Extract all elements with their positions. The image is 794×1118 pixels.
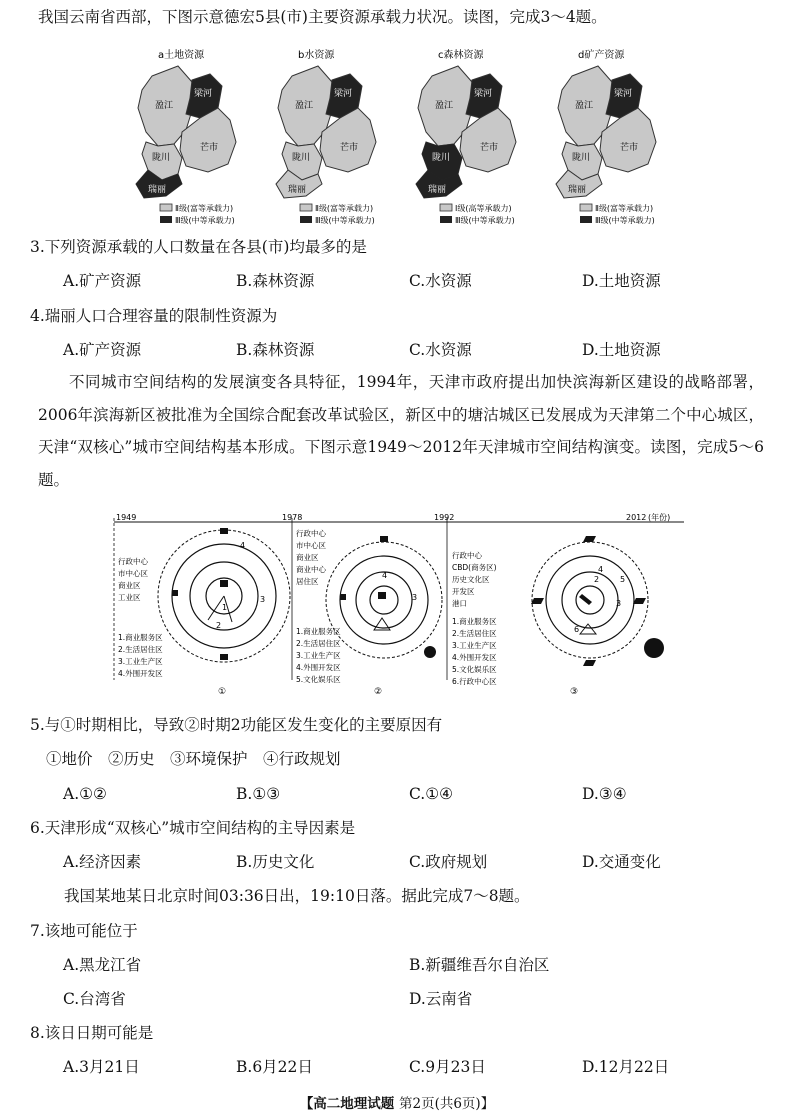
svg-text:梁河: 梁河: [194, 89, 213, 99]
svg-text:1.商业服务区: 1.商业服务区: [452, 617, 497, 626]
svg-text:4: 4: [598, 565, 604, 574]
page-footer: [0, 1092, 794, 1112]
question-3-stem: 3.下列资源承载的人口数量在各县(市)均最多的是: [30, 238, 367, 256]
q8-option-d[interactable]: D.12月22日: [582, 1058, 670, 1076]
period-2-diagram: [296, 528, 442, 697]
question-4-stem: 4.瑞丽人口合理容量的限制性资源为: [30, 307, 278, 325]
svg-text:(年份): (年份): [648, 513, 671, 522]
svg-text:盈江: 盈江: [155, 101, 174, 111]
svg-text:芒市: 芒市: [480, 143, 499, 153]
svg-text:1.商业服务区: 1.商业服务区: [296, 627, 341, 636]
svg-text:Ⅲ级(中等承载力): Ⅲ级(中等承载力): [455, 216, 515, 225]
svg-text:5.文化娱乐区: 5.文化娱乐区: [296, 675, 341, 684]
svg-text:6: 6: [574, 625, 580, 634]
intro-q5-6: 不同城市空间结构的发展演变各具特征，1994年，天津市政府提出加快滨海新区建设的战略部署，2006年滨海新区被批准为全国综合配套改革试验区，新区中的塘沽城区已发展成为天津第二个中心城区，天津“双核心”城市空间结构基本形成。下图示意1949～2012年天津城市空间结构演变。读图，完成5～6题。: [38, 373, 764, 489]
svg-text:1949: 1949: [116, 513, 137, 522]
svg-text:2.生活居住区: 2.生活居住区: [296, 639, 341, 648]
svg-text:3.工业生产区: 3.工业生产区: [118, 657, 163, 666]
svg-text:3.工业生产区: 3.工业生产区: [452, 641, 497, 650]
question-6-stem: 6.天津形成“双核心”城市空间结构的主导因素是: [30, 819, 356, 837]
svg-text:行政中心: 行政中心: [118, 557, 148, 566]
svg-text:2: 2: [216, 621, 222, 630]
svg-text:①: ①: [218, 687, 227, 697]
question-5-factors: ①地价 ②历史 ③环境保护 ④行政规划: [46, 750, 341, 768]
svg-text:开发区: 开发区: [452, 587, 475, 596]
svg-text:瑞丽: 瑞丽: [148, 185, 167, 195]
svg-text:4: 4: [382, 571, 388, 580]
svg-text:商业中心: 商业中心: [296, 565, 326, 574]
svg-text:1.商业服务区: 1.商业服务区: [118, 633, 163, 642]
question-7-stem: 7.该地可能位于: [30, 922, 138, 940]
q4-option-a[interactable]: A.矿产资源: [63, 341, 142, 359]
q5-option-d[interactable]: D.③④: [582, 785, 627, 803]
intro-q3-4: 我国云南省西部，下图示意德宏5县(市)主要资源承载力状况。读图，完成3～4题。: [38, 8, 607, 26]
svg-text:2012: 2012: [626, 513, 647, 522]
q7-option-c[interactable]: C.台湾省: [63, 990, 126, 1008]
svg-text:1978: 1978: [282, 513, 303, 522]
svg-text:6.行政中心区: 6.行政中心区: [452, 677, 497, 686]
q5-option-a[interactable]: A.①②: [63, 785, 107, 803]
svg-text:陇川: 陇川: [432, 153, 451, 163]
svg-text:2.生活居住区: 2.生活居住区: [118, 645, 163, 654]
svg-text:盈江: 盈江: [575, 101, 594, 111]
question-8-stem: 8.该日日期可能是: [30, 1024, 154, 1042]
svg-text:梁河: 梁河: [474, 89, 493, 99]
q3-option-c[interactable]: C.水资源: [409, 272, 472, 290]
svg-text:3: 3: [616, 599, 622, 608]
svg-text:梁河: 梁河: [334, 89, 353, 99]
svg-text:2: 2: [594, 575, 600, 584]
map-panel-b: [276, 48, 376, 225]
svg-text:工业区: 工业区: [118, 593, 141, 602]
svg-text:市中心区: 市中心区: [296, 541, 326, 550]
q4-option-b[interactable]: B.森林资源: [236, 341, 315, 359]
svg-text:盈江: 盈江: [435, 101, 454, 111]
svg-text:Ⅲ级(中等承载力): Ⅲ级(中等承载力): [595, 216, 655, 225]
svg-text:3.工业生产区: 3.工业生产区: [296, 651, 341, 660]
q7-option-b[interactable]: B.新疆维吾尔自治区: [409, 956, 550, 974]
svg-text:1: 1: [222, 603, 228, 612]
svg-text:行政中心: 行政中心: [452, 551, 482, 560]
q3-option-a[interactable]: A.矿产资源: [63, 272, 142, 290]
svg-text:Ⅱ级(富等承载力): Ⅱ级(富等承载力): [175, 204, 234, 213]
footer-page: 第2页(共6页)】: [398, 1096, 495, 1112]
intro-q7-8: 我国某地某日北京时间03:36日出，19:10日落。据此完成7～8题。: [64, 887, 530, 905]
q8-option-a[interactable]: A.3月21日: [63, 1058, 140, 1076]
svg-text:陇川: 陇川: [292, 153, 311, 163]
svg-text:②: ②: [374, 687, 383, 697]
svg-text:瑞丽: 瑞丽: [568, 185, 587, 195]
map-panel-a: [136, 48, 236, 225]
svg-text:③: ③: [570, 687, 579, 697]
map-panel-c: [416, 48, 516, 225]
q8-option-b[interactable]: B.6月22日: [236, 1058, 313, 1076]
svg-text:5.文化娱乐区: 5.文化娱乐区: [452, 665, 497, 674]
footer-title: 【高二地理试题: [299, 1096, 395, 1112]
svg-text:4.外围开发区: 4.外围开发区: [296, 663, 341, 672]
svg-text:居住区: 居住区: [296, 577, 319, 586]
svg-text:陇川: 陇川: [572, 153, 591, 163]
svg-text:4: 4: [240, 541, 246, 550]
svg-text:Ⅱ级(富等承载力): Ⅱ级(富等承载力): [595, 204, 654, 213]
svg-text:Ⅱ级(富等承载力): Ⅱ级(富等承载力): [315, 204, 374, 213]
q5-option-b[interactable]: B.①③: [236, 785, 281, 803]
svg-text:瑞丽: 瑞丽: [288, 185, 307, 195]
map-panel-c-title: c森林资源: [438, 50, 484, 61]
svg-text:芒市: 芒市: [340, 143, 359, 153]
q7-option-d[interactable]: D.云南省: [409, 990, 473, 1008]
q6-option-d[interactable]: D.交通变化: [582, 853, 661, 871]
svg-text:梁河: 梁河: [614, 89, 633, 99]
svg-text:芒市: 芒市: [200, 143, 219, 153]
svg-text:陇川: 陇川: [152, 153, 171, 163]
q6-option-c[interactable]: C.政府规划: [409, 853, 488, 871]
svg-text:市中心区: 市中心区: [118, 569, 148, 578]
q3-option-b[interactable]: B.森林资源: [236, 272, 315, 290]
q4-option-d[interactable]: D.土地资源: [582, 341, 661, 359]
map-panel-d-title: d矿产资源: [578, 50, 625, 61]
map-panel-d: [556, 48, 656, 225]
svg-text:5: 5: [620, 575, 626, 584]
svg-text:2.生活居住区: 2.生活居住区: [452, 629, 497, 638]
svg-text:盈江: 盈江: [295, 101, 314, 111]
map-panel-a-title: a土地资源: [158, 50, 205, 61]
svg-text:商业区: 商业区: [118, 581, 141, 590]
svg-text:行政中心: 行政中心: [296, 529, 326, 538]
svg-text:Ⅲ级(中等承载力): Ⅲ级(中等承载力): [175, 216, 235, 225]
tianjin-structure-figure: [112, 512, 692, 702]
question-5-stem: 5.与①时期相比，导致②时期2功能区发生变化的主要原因有: [30, 716, 443, 734]
svg-text:港口: 港口: [452, 599, 467, 608]
svg-text:芒市: 芒市: [620, 143, 639, 153]
q6-option-a[interactable]: A.经济因素: [63, 853, 142, 871]
svg-text:历史文化区: 历史文化区: [452, 575, 490, 584]
map-panel-b-title: b水资源: [298, 50, 335, 61]
svg-text:4.外围开发区: 4.外围开发区: [452, 653, 497, 662]
svg-text:商业区: 商业区: [296, 553, 319, 562]
q3-option-d[interactable]: D.土地资源: [582, 272, 661, 290]
period-3-diagram: [452, 536, 664, 697]
resource-map-figure: [130, 46, 670, 234]
svg-text:Ⅰ级(高等承载力): Ⅰ级(高等承载力): [455, 204, 512, 213]
q4-option-c[interactable]: C.水资源: [409, 341, 472, 359]
svg-text:3: 3: [260, 595, 266, 604]
svg-text:3: 3: [412, 593, 418, 602]
svg-text:瑞丽: 瑞丽: [428, 185, 447, 195]
svg-text:1992: 1992: [434, 513, 455, 522]
period-1-diagram: [118, 528, 290, 697]
svg-text:4.外围开发区: 4.外围开发区: [118, 669, 163, 678]
svg-text:CBD(商务区): CBD(商务区): [452, 563, 497, 572]
q5-option-c[interactable]: C.①④: [409, 785, 454, 803]
q6-option-b[interactable]: B.历史文化: [236, 853, 315, 871]
q8-option-c[interactable]: C.9月23日: [409, 1058, 486, 1076]
q7-option-a[interactable]: A.黑龙江省: [63, 956, 142, 974]
svg-text:Ⅲ级(中等承载力): Ⅲ级(中等承载力): [315, 216, 375, 225]
